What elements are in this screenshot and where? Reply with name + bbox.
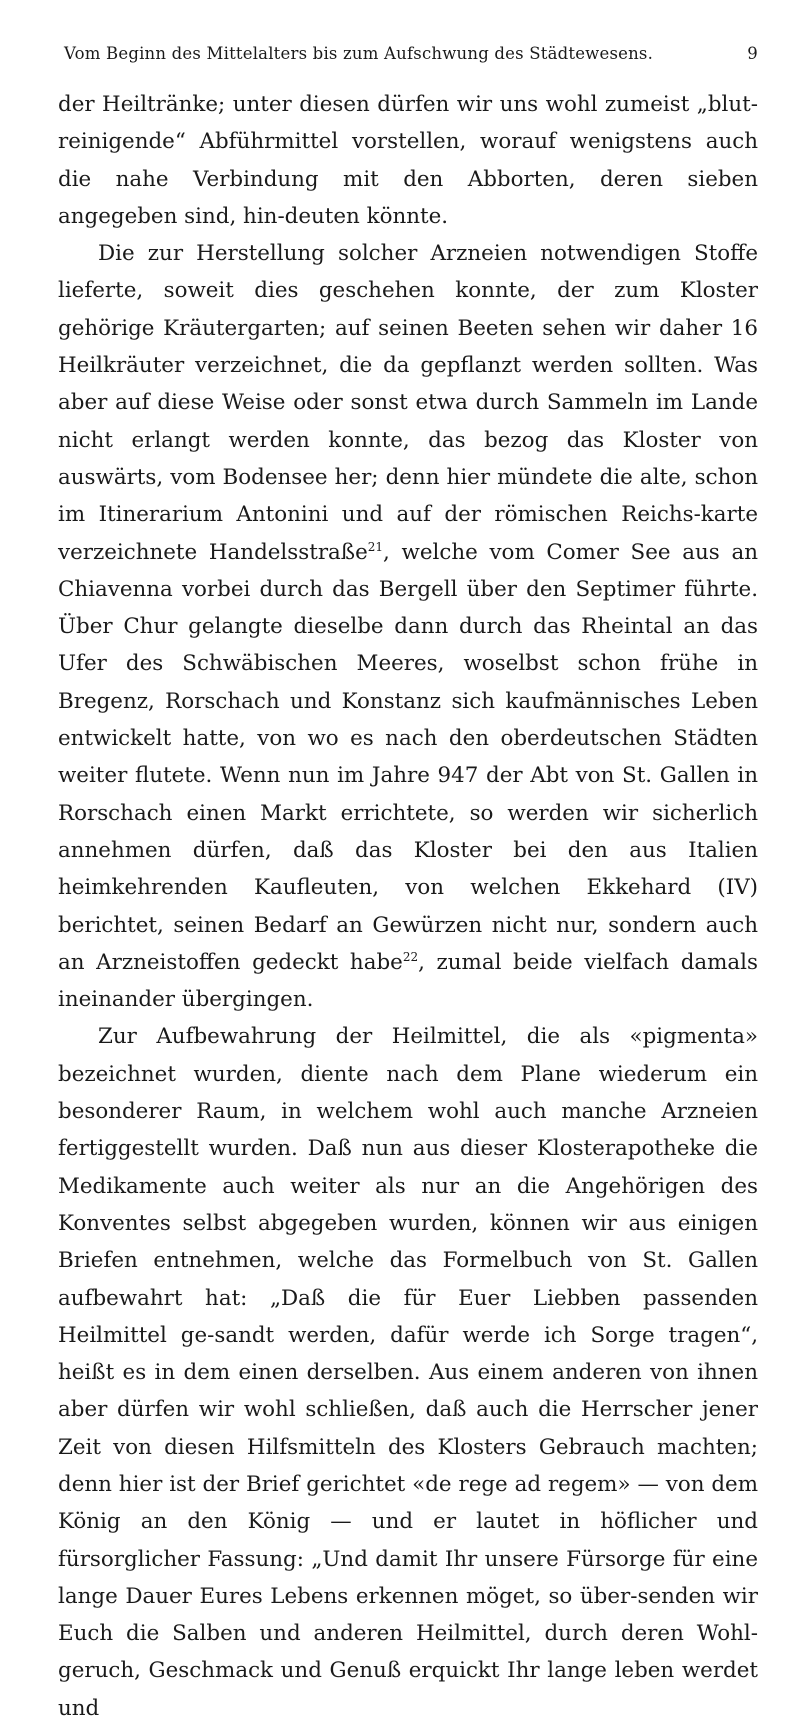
footnote-ref-21[interactable]: 21 [367,539,384,554]
running-title: Vom Beginn des Mittelalters bis zum Aufschwung des Städtewesens. [64,44,654,63]
footnote-ref-22[interactable]: 22 [402,949,419,964]
paragraph-2-text-b: , welche vom Comer See aus an Chiavenna vorbei durch das Bergell über den Septimer führte. Über Chur gelangte dieselbe dann durch das Rheintal an das Ufer des Schwäbischen Meeres, woselbst schon frühe in Bregenz, Rorschach und Konstanz sich kaufmännisches Leben entwickelt hatte, von wo es nach den oberdeutschen Städten weiter flutete. Wenn nun im Jahre 947 der Abt von St. Gallen in Rorschach einen Markt errichtete, so werden wir sicherlich annehmen dürfen, daß das Kloster bei den aus Italien heimkehrenden Kaufleuten, von welchen Ekkehard (IV) berichtet, seinen Bedarf an Gewürzen nicht nur, sondern auch an Arzneistoffen gedeckt habe [58,539,758,975]
paragraph-3-text: Zur Aufbewahrung der Heilmittel, die als «pigmenta» bezeichnet wurden, diente nach dem Plane wiederum ein besonderer Raum, in welchem wohl auch manche Arzneien fertiggestellt wurden. Daß nun aus dieser Klosterapotheke die Medikamente auch weiter als nur an die Angehörigen des Konventes selbst abgegeben wurden, können wir aus einigen Briefen entnehmen, welche das Formelbuch von St. Gallen aufbewahrt hat: „Daß die für Euer Liebben passenden Heilmittel ge-sandt werden, dafür werde ich Sorge tragen“, heißt es in dem einen derselben. Aus einem anderen von ihnen aber dürfen wir wohl schließen, daß auch die Herrscher jener Zeit von diesen Hilfsmitteln des Klosters Gebrauch machten; denn hier ist der Brief gerichtet «de rege ad regem» — von dem König an den König — und er lautet in höflicher und fürsorglicher Fassung: „Und damit Ihr unsere Fürsorge für eine lange Dauer Eures Lebens erkennen möget, so über-senden wir Euch die Salben und anderen Heilmittel, durch deren Wohl-geruch, Geschmack und Genuß erquickt Ihr lange leben werdet und [58,1024,758,1721]
page-number: 9 [747,44,758,63]
book-page [58,44,758,1727]
body-text [58,86,758,1727]
running-head [58,44,758,78]
paragraph-3 [58,1018,758,1727]
paragraph-2-text-a: Die zur Herstellung solcher Arzneien notwendigen Stoffe lieferte, soweit dies geschehen konnte, der zum Kloster gehörige Kräutergarten; auf seinen Beeten sehen wir daher 16 Heilkräuter verzeichnet, die da gepflanzt werden sollten. Was aber auf diese Weise oder sonst etwa durch Sammeln im Lande nicht erlangt werden konnte, das bezog das Kloster von auswärts, vom Bodensee her; denn hier mündete die alte, schon im Itinerarium Antonini und auf der römischen Reichs-karte verzeichnete Handelsstraße [58,241,758,565]
paragraph-2-text-c: , zumal beide vielfach damals ineinander übergingen. [58,949,758,1013]
paragraph-1-text: der Heiltränke; unter diesen dürfen wir uns wohl zumeist „blut-reinigende“ Abführmittel vorstellen, worauf wenigstens auch die nahe Verbindung mit den Abborten, deren sieben angegeben sind, hin-deuten könnte. [58,92,758,229]
paragraph-1 [58,86,758,235]
paragraph-2 [58,235,758,1018]
